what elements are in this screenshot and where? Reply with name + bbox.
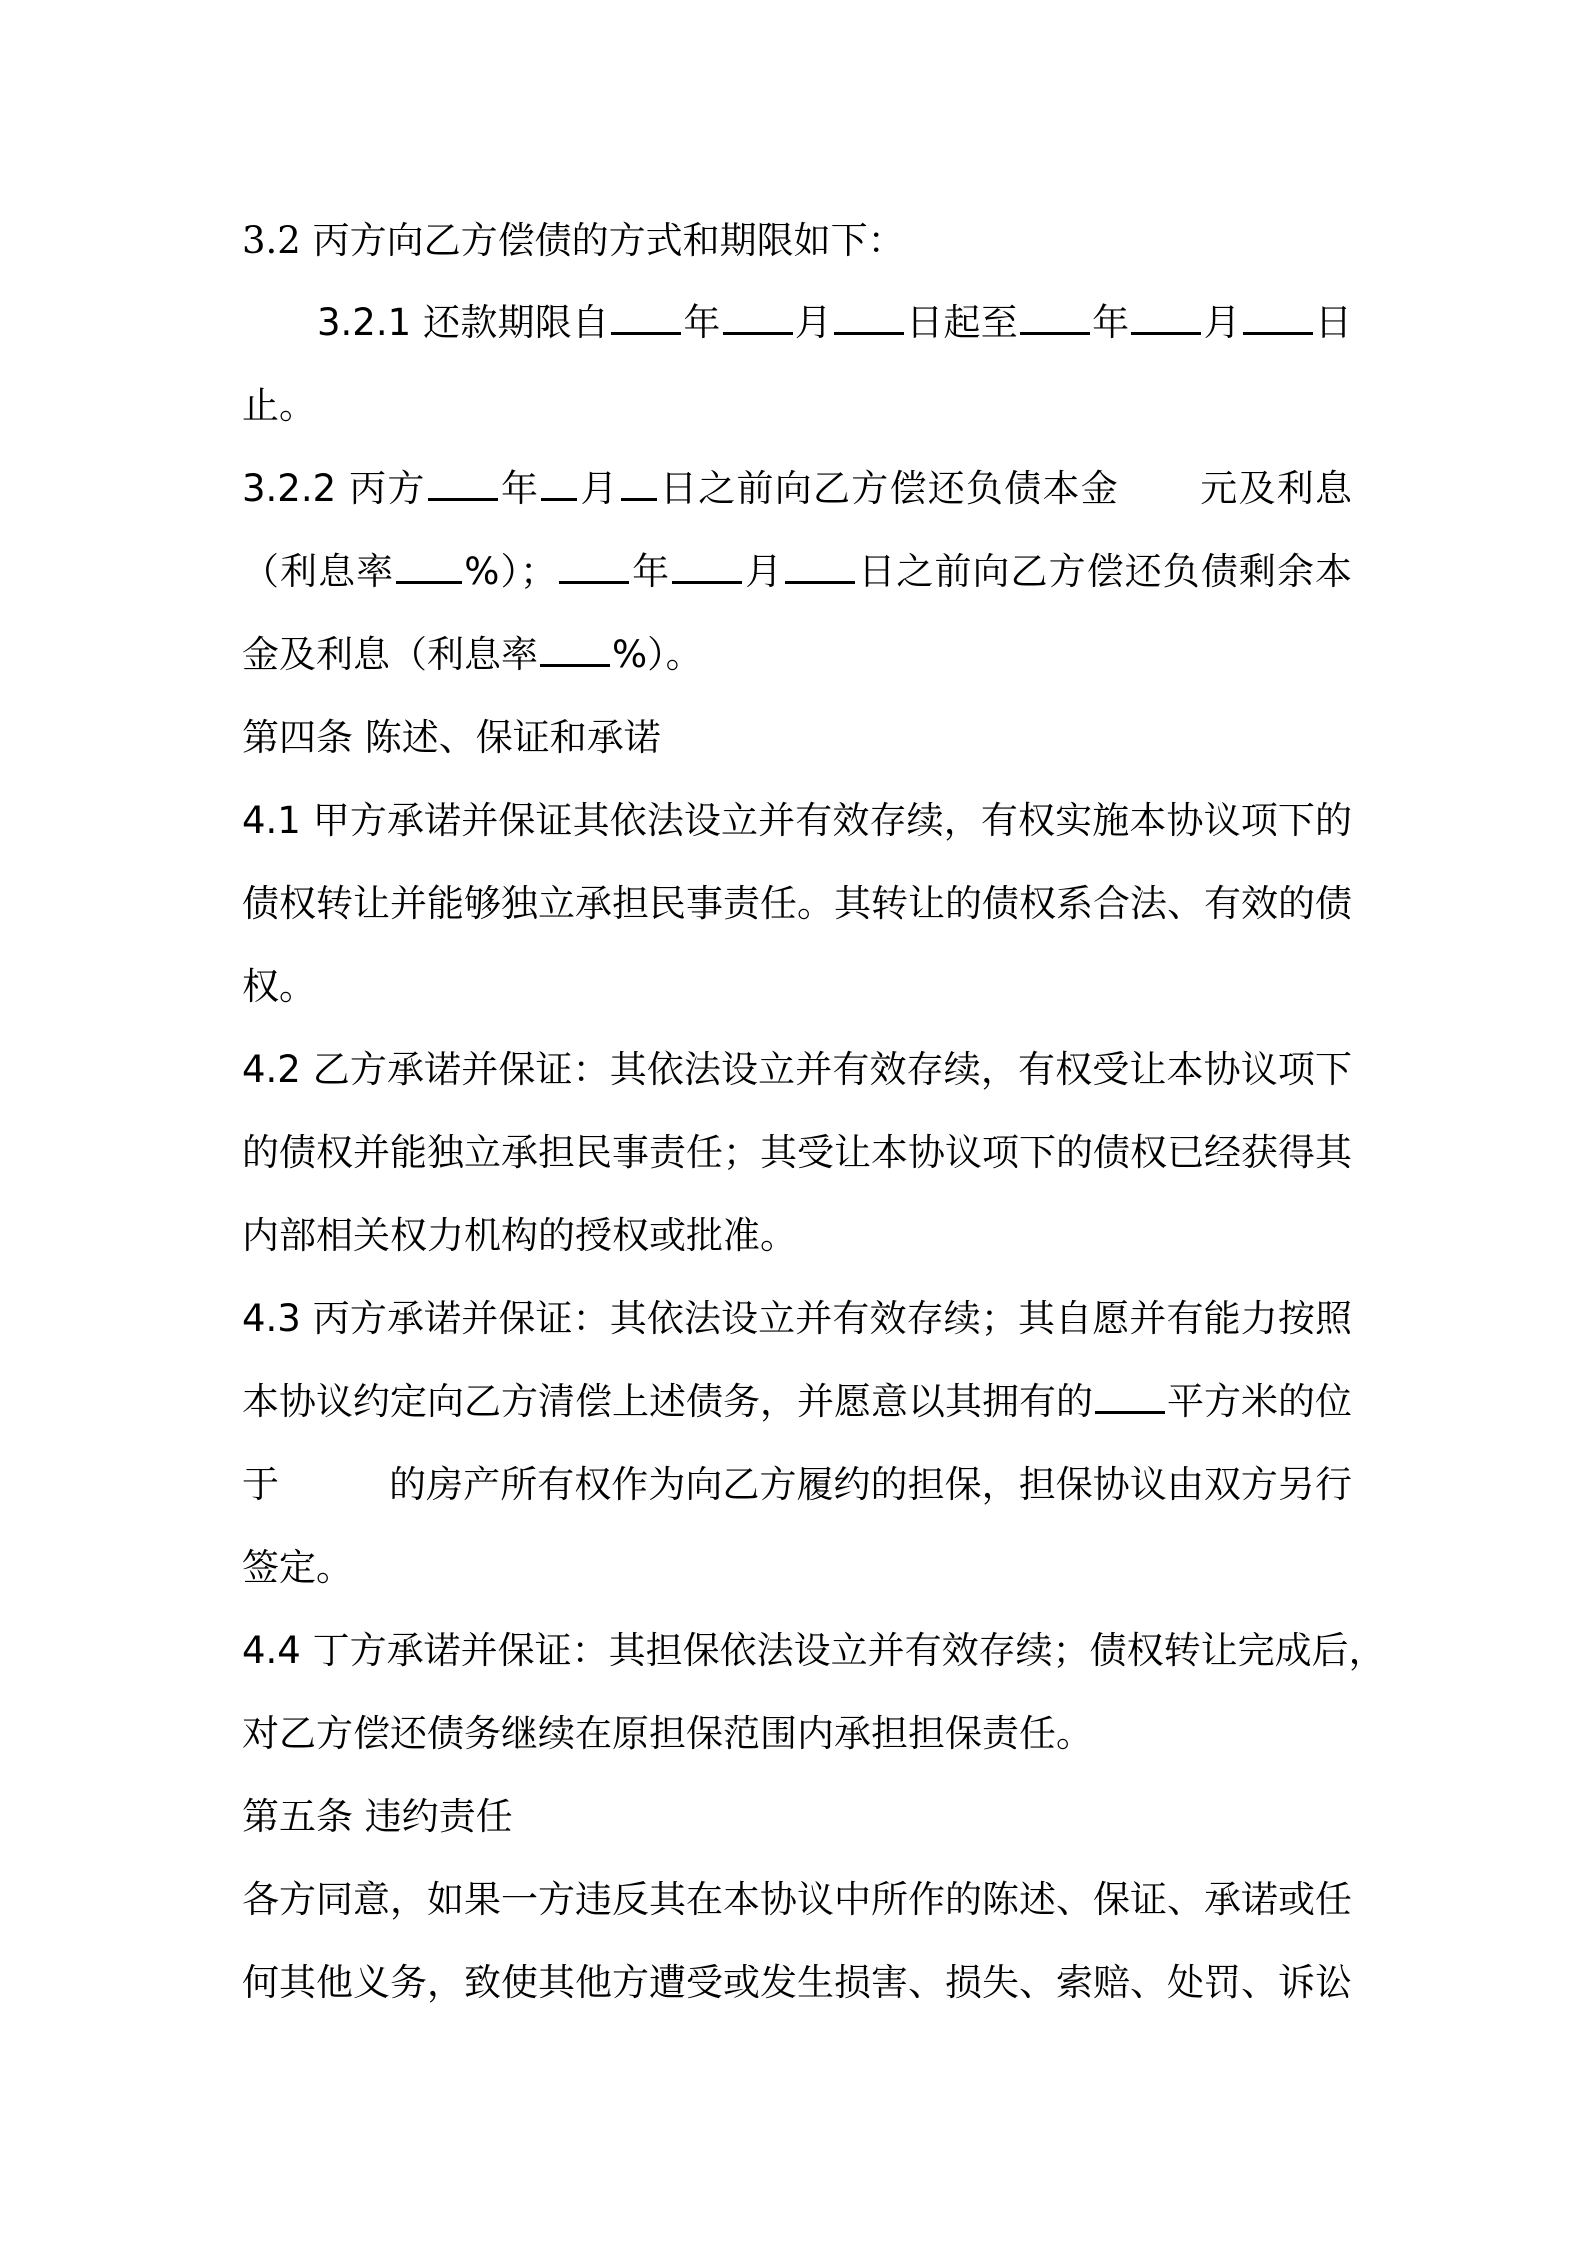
text-line: [242, 879, 1352, 929]
clause-number: 3.2.2: [242, 467, 337, 510]
text-run: 本协议约定向乙方清偿上述债务，并愿意以其拥有的: [242, 1380, 1093, 1423]
text-run: 权。: [242, 965, 316, 1008]
text-run: 年: [683, 301, 721, 344]
blank-field: [611, 302, 681, 335]
text-run: 何其他义务，致使其他方遭受或发生损害、损失、索赔、处罚、诉讼: [242, 1961, 1352, 2004]
text-run: 还款期限自: [411, 301, 610, 344]
text-line: [242, 1875, 1352, 1925]
text-line: [242, 547, 1352, 597]
text-run: 止。: [242, 384, 316, 427]
blank-field: [396, 551, 462, 584]
article-5-title: [242, 1792, 1352, 1842]
text-run: 月: [1203, 301, 1241, 344]
blank-field: [1131, 302, 1201, 335]
blank-field: [785, 551, 855, 584]
text-run: 金及利息（利息率: [242, 633, 538, 676]
text-line: [242, 381, 1352, 431]
text-run: 的房产所有权作为向乙方履约的担保，担保协议由双方另行: [389, 1463, 1353, 1506]
text-line: [242, 630, 1352, 680]
text-run: 月: [744, 550, 784, 593]
text-line: [242, 1958, 1352, 2008]
text-run: 签定。: [242, 1546, 353, 1589]
text-run: 第四条 陈述、保证和承诺: [242, 716, 661, 759]
clause-number: 4.3: [242, 1297, 301, 1340]
clause-number: 4.1: [242, 799, 301, 842]
text-run: 日之前向乙方偿还负债本金: [658, 467, 1120, 510]
blank-field: [541, 468, 577, 501]
text-line: 3.2 丙方向乙方偿债的方式和期限如下：: [242, 219, 905, 262]
text-run: 月: [794, 301, 833, 344]
text-line: [242, 1709, 1352, 1759]
clause-3-2-1: [317, 298, 1352, 348]
text-run: 丁方承诺并保证：其担保依法设立并有效存续；债权转让完成后，: [300, 1629, 1386, 1672]
clause-number: 4.4: [242, 1629, 301, 1672]
clause-3-2-heading: [242, 216, 1352, 266]
blank-field: [621, 468, 657, 501]
blank-field: [834, 302, 904, 335]
clause-4-3: [242, 1294, 1352, 1344]
text-run: 于: [242, 1463, 280, 1506]
text-run: 对乙方偿还债务继续在原担保范围内承担担保责任。: [242, 1712, 1093, 1755]
clause-4-1: [242, 796, 1352, 846]
text-line: [242, 1377, 1352, 1427]
text-run: 各方同意，如果一方违反其在本协议中所作的陈述、保证、承诺或任: [242, 1878, 1352, 1921]
blank-field: [723, 302, 793, 335]
text-run: 日之前向乙方偿还负债剩余本: [857, 550, 1353, 593]
blank-field: [540, 634, 610, 667]
blank-field: [1243, 302, 1313, 335]
text-run: 年: [499, 467, 540, 510]
text-line: [242, 1543, 1352, 1593]
text-run: 内部相关权力机构的授权或批准。: [242, 1214, 797, 1257]
text-run: 年: [1091, 301, 1130, 344]
blank-field: [559, 551, 629, 584]
text-run: 丙方: [336, 467, 426, 510]
text-run: 日: [1314, 301, 1353, 344]
text-run: %）；: [464, 550, 558, 593]
text-run: 丙方承诺并保证：其依法设立并有效存续；其自愿并有能力按照: [300, 1297, 1352, 1340]
text-line: [242, 1128, 1352, 1178]
text-run: 平方米的位: [1167, 1380, 1352, 1423]
article-4-title: [242, 713, 1352, 763]
clause-number: 3.2.1: [317, 301, 412, 344]
text-run: 日起至: [906, 301, 1018, 344]
text-run: 乙方承诺并保证：其依法设立并有效存续，有权受让本协议项下: [300, 1048, 1352, 1091]
blank-field: [1020, 302, 1090, 335]
clause-3-2-2: [242, 464, 1352, 514]
clause-4-2: [242, 1045, 1352, 1095]
blank-field: [672, 551, 742, 584]
text-run: 债权转让并能够独立承担民事责任。其转让的债权系合法、有效的债: [242, 882, 1352, 925]
text-run: 年: [631, 550, 671, 593]
text-run: 的债权并能独立承担民事责任；其受让本协议项下的债权已经获得其: [242, 1131, 1352, 1174]
clause-number: 4.2: [242, 1048, 301, 1091]
text-run: 甲方承诺并保证其依法设立并有效存续，有权实施本协议项下的: [300, 799, 1352, 842]
clause-4-4: [242, 1626, 1386, 1676]
text-run: 第五条 违约责任: [242, 1795, 513, 1838]
text-line: [242, 1211, 1352, 1261]
text-line: [242, 1460, 1352, 1510]
text-run: %）。: [612, 633, 703, 676]
blank-field: [428, 468, 498, 501]
text-run: 月: [579, 467, 619, 510]
text-run: （利息率: [242, 550, 395, 593]
text-run: 元及利息: [1199, 467, 1353, 510]
blank-field: [1095, 1381, 1165, 1414]
text-line: [242, 962, 1352, 1012]
